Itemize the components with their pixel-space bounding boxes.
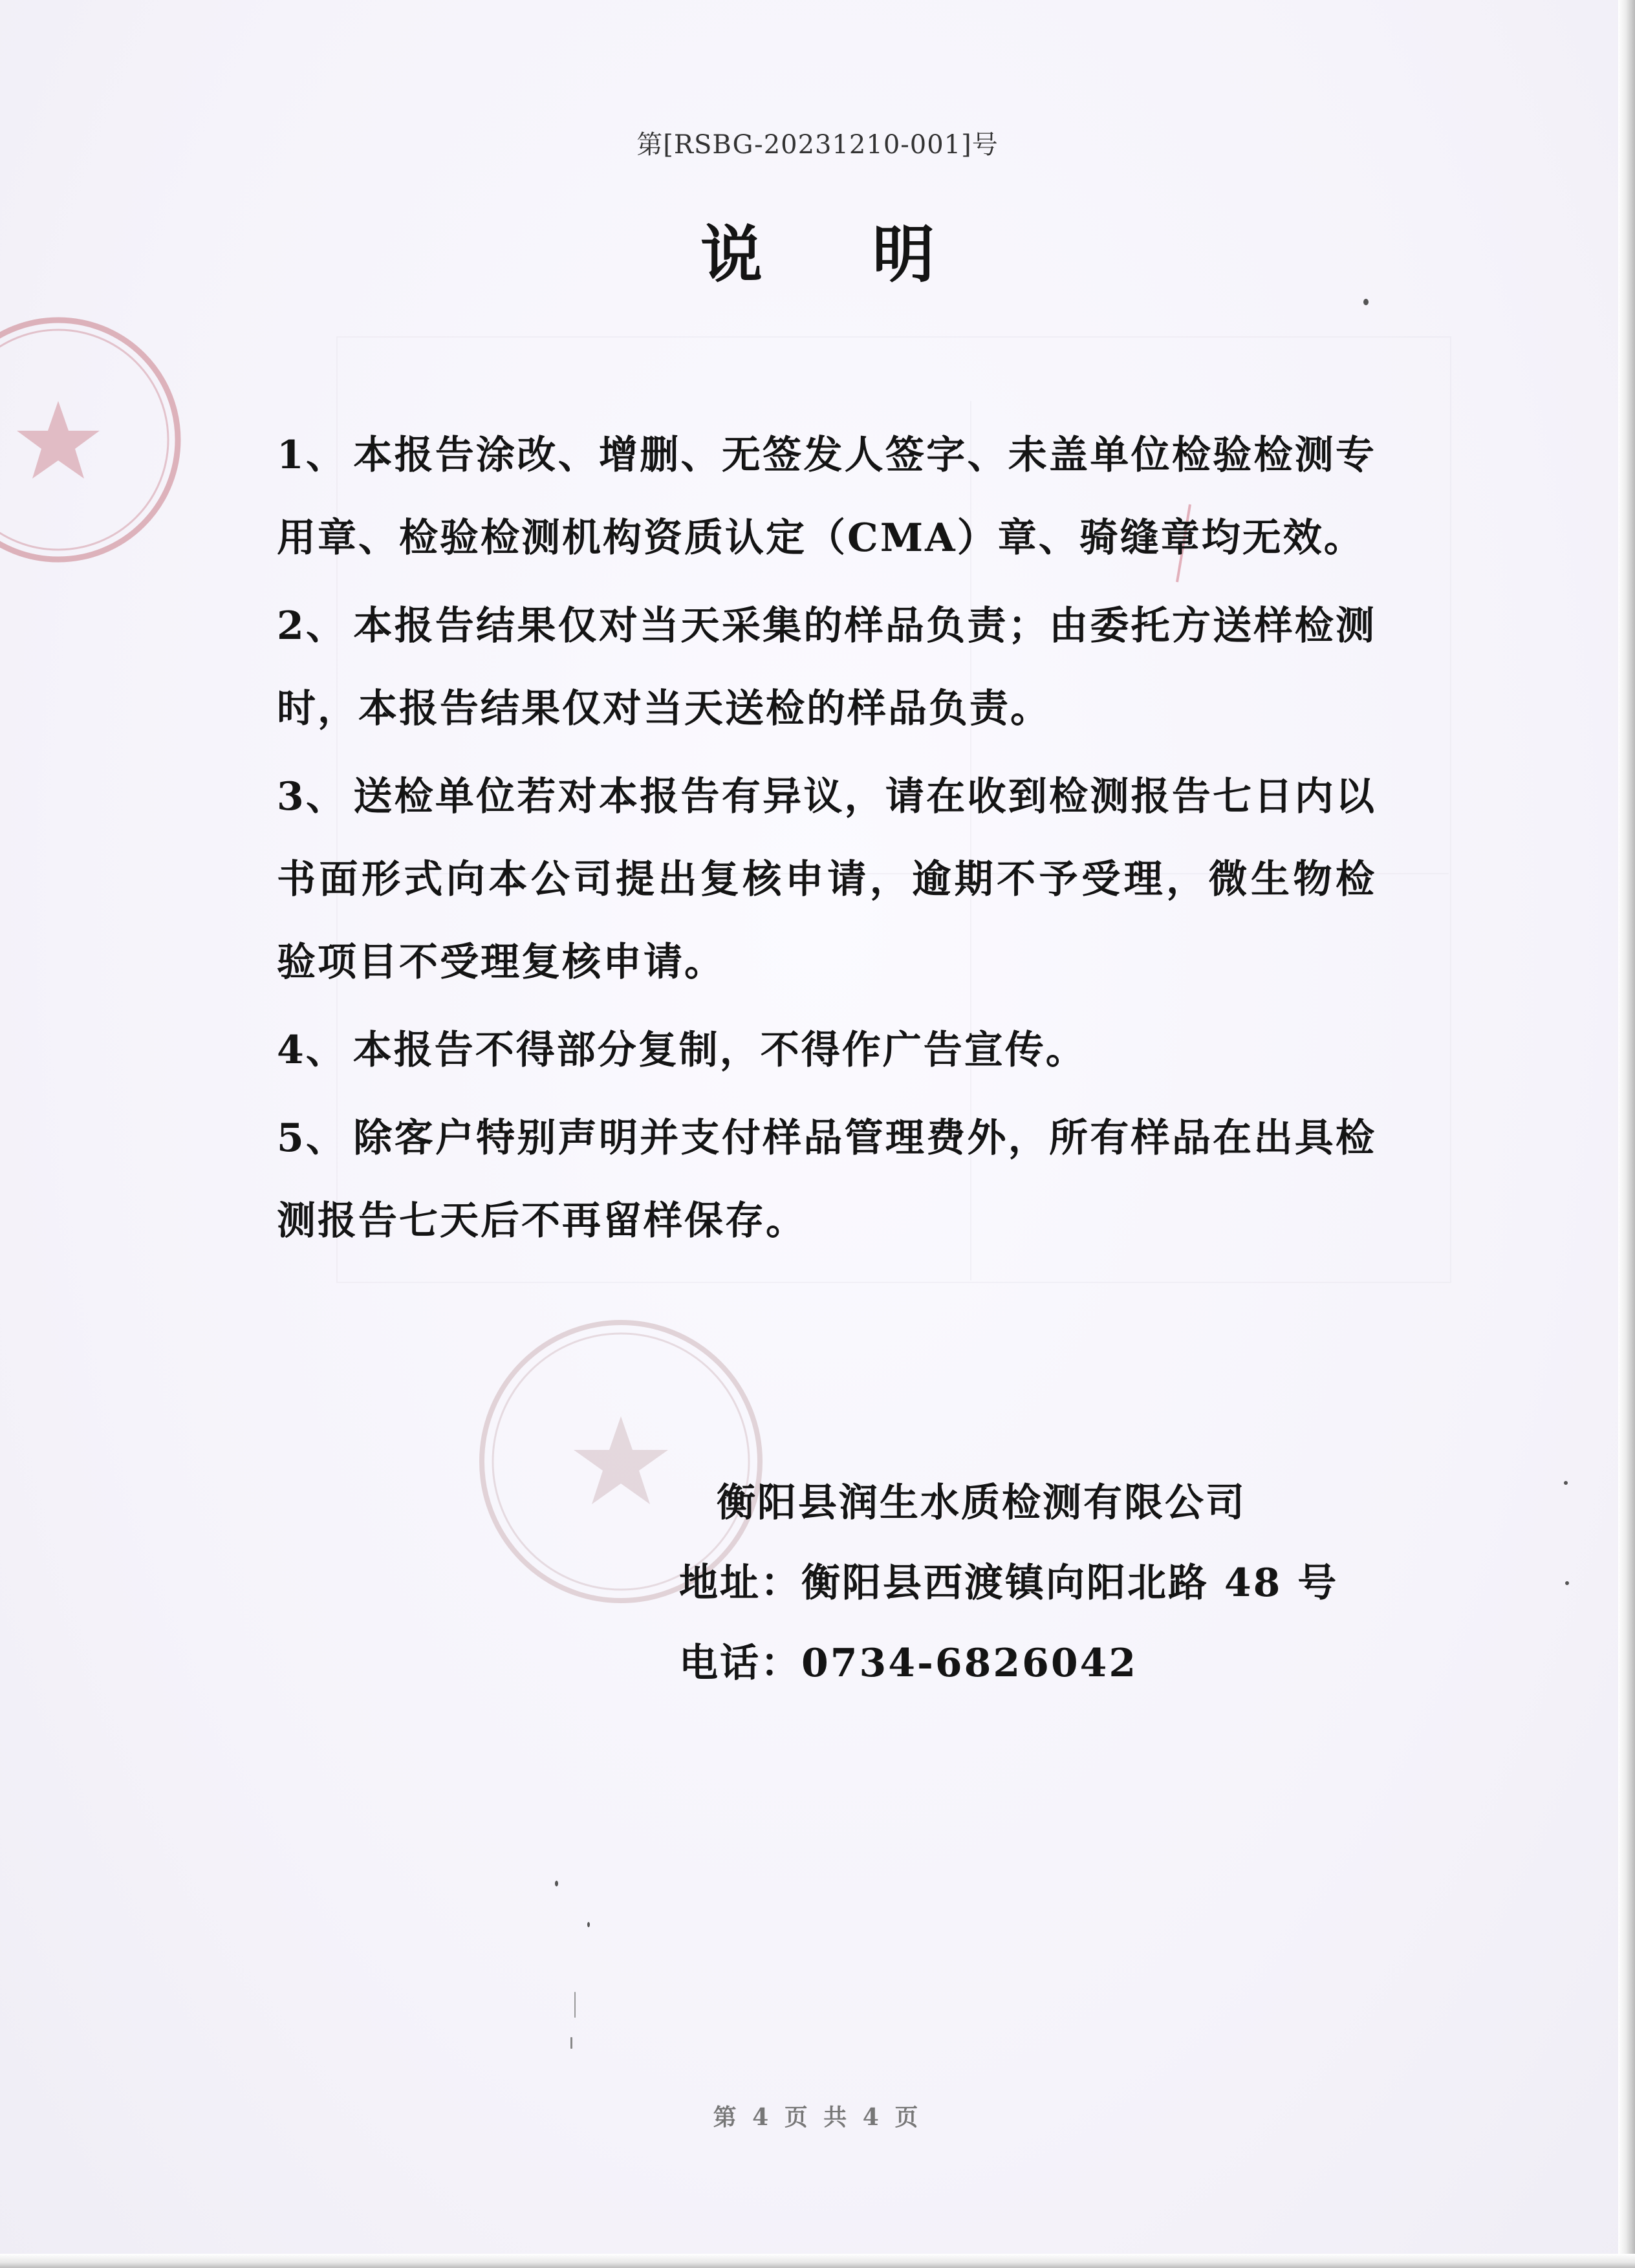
scan-speck bbox=[1363, 299, 1369, 305]
scan-speck bbox=[574, 1992, 576, 2018]
scan-speck bbox=[1565, 1581, 1569, 1585]
clause-text: 除客户特别声明并支付样品管理费外，所有样品在出具检测报告七天后不再留样保存。 bbox=[277, 1116, 1377, 1244]
company-phone: 电话：0734-6826042 bbox=[679, 1641, 1138, 1686]
clause-number: 2、 bbox=[277, 603, 347, 649]
company-info bbox=[679, 1463, 1455, 1703]
clause-text: 本报告不得部分复制，不得作广告宣传。 bbox=[352, 1028, 1087, 1073]
clause-number: 5、 bbox=[277, 1116, 347, 1161]
scan-speck bbox=[555, 1881, 558, 1886]
clause-item bbox=[277, 1097, 1376, 1262]
company-address: 地址：衡阳县西渡镇向阳北路 48 号 bbox=[679, 1561, 1339, 1606]
company-name: 衡阳县润生水质检测有限公司 bbox=[717, 1480, 1246, 1526]
scan-speck bbox=[587, 1922, 590, 1927]
scan-edge-bottom bbox=[0, 2254, 1635, 2268]
seal-stamp-left bbox=[0, 304, 194, 576]
clause-list bbox=[277, 414, 1376, 1268]
clause-number: 3、 bbox=[277, 774, 347, 819]
scan-speck bbox=[570, 2037, 572, 2049]
clause-item bbox=[277, 585, 1376, 750]
clause-text: 本报告结果仅对当天采集的样品负责；由委托方送样检测时，本报告结果仅对当天送检的样品负责。 bbox=[277, 603, 1377, 731]
clause-text: 本报告涂改、增删、无签发人签字、未盖单位检验检测专用章、检验检测机构资质认定（CMA）章、骑缝章均无效。 bbox=[277, 433, 1377, 561]
clause-text: 送检单位若对本报告有异议，请在收到检测报告七日内以书面形式向本公司提出复核申请，逾期不予受理，微生物检验项目不受理复核申请。 bbox=[277, 774, 1377, 985]
clause-number: 1、 bbox=[277, 433, 347, 478]
page-indicator: 第 4 页 共 4 页 bbox=[713, 2104, 922, 2131]
clause-item bbox=[277, 755, 1376, 1004]
clause-item bbox=[277, 1009, 1376, 1092]
scan-speck bbox=[1564, 1481, 1568, 1485]
report-number: 第[RSBG-20231210-001]号 bbox=[636, 130, 999, 160]
clause-item bbox=[277, 414, 1376, 579]
clause-number: 4、 bbox=[277, 1028, 347, 1073]
scan-edge-right bbox=[1618, 0, 1635, 2268]
page-title: 说明 bbox=[700, 218, 1045, 291]
